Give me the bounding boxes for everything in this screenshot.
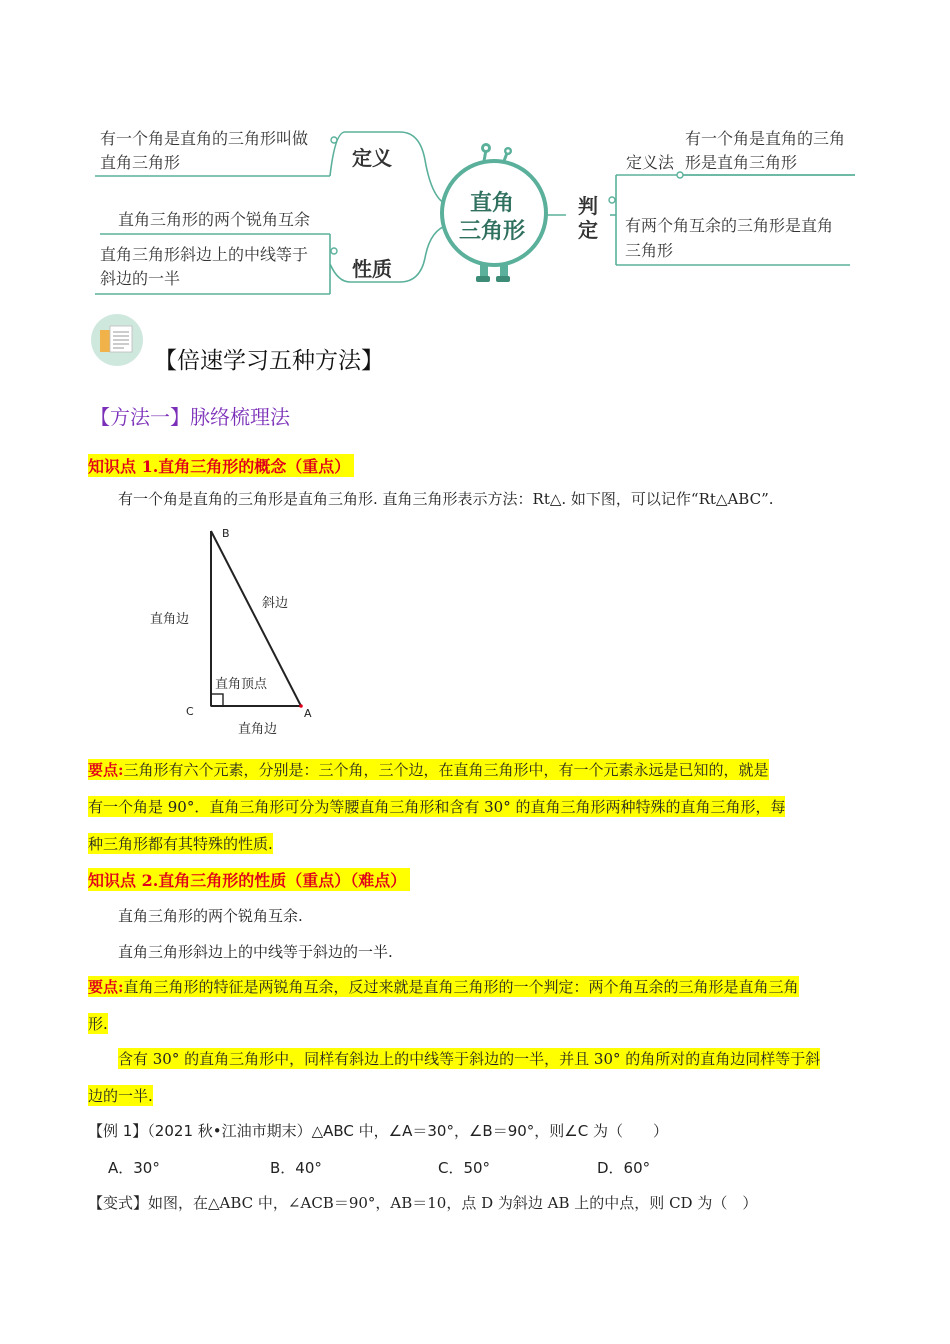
- kp2-line1: 直角三角形的两个锐角互余.: [118, 907, 303, 925]
- mindmap-def-label: 定义: [352, 146, 392, 170]
- example1-option-b[interactable]: B．40°: [270, 1159, 322, 1177]
- mindmap-judge-text1a: 有一个角是直角的三角: [685, 129, 846, 148]
- mindmap-judge-text2b: 三角形: [625, 241, 674, 260]
- note1-line1: [88, 759, 769, 780]
- label-leg-horizontal: 直角边: [238, 722, 278, 737]
- notebook-icon: [88, 312, 146, 366]
- kp1-title: 知识点 1.直角三角形的概念（重点）: [88, 454, 354, 477]
- note2-line2: 形.: [88, 1015, 108, 1033]
- kp1-text: 有一个角是直角的三角形是直角三角形. 直角三角形表示方法：Rt△. 如下图，可以记作“Rt△ABC”.: [118, 490, 774, 508]
- mindmap-def-text-2: 直角三角形: [100, 153, 181, 172]
- mindmap-prop-text-2a: 直角三角形斜边上的中线等于: [100, 245, 309, 264]
- note2-line4: 边的一半.: [88, 1087, 153, 1105]
- note2-line1-text: 直角三角形的特征是两锐角互余，反过来就是直角三角形的一个判定：两个角互余的三角形是直角三角: [123, 978, 799, 996]
- note1-line3: 种三角形都有其特殊的性质.: [88, 835, 273, 853]
- mindmap-prop-text-1: 直角三角形的两个锐角互余: [118, 210, 311, 229]
- kp2-line2: 直角三角形斜边上的中线等于斜边的一半.: [118, 943, 393, 961]
- mindmap-judge-text2a: 有两个角互余的三角形是直角: [625, 216, 834, 235]
- mindmap-judge-label-1: 判: [578, 194, 598, 218]
- note2-label: 要点:: [88, 978, 124, 996]
- label-right-vertex: 直角顶点: [215, 677, 268, 692]
- example1-option-a[interactable]: A．30°: [108, 1159, 160, 1177]
- mindmap-prop-label: 性质: [352, 257, 392, 281]
- vertex-label-c: C: [186, 705, 194, 718]
- mindmap-def-text-1: 有一个角是直角的三角形叫做: [100, 129, 309, 148]
- example1-stem: 【例 1】（2021 秋•江油市期末）△ABC 中，∠A＝30°，∠B＝90°，则∠C 为（ ）: [88, 1122, 668, 1140]
- note1-line1-text: 三角形有六个元素，分别是：三个角，三个边，在直角三角形中，有一个元素永远是已知的，就是: [123, 761, 769, 779]
- vertex-label-a: A: [304, 707, 312, 720]
- example1-option-c[interactable]: C．50°: [438, 1159, 491, 1177]
- label-hypotenuse: 斜边: [262, 596, 289, 611]
- kp2-title: 知识点 2.直角三角形的性质（重点）（难点）: [88, 868, 410, 891]
- mindmap-prop-text-2b: 斜边的一半: [100, 269, 181, 288]
- mindmap-judge-sublabel: 定义法: [626, 153, 675, 172]
- label-leg-vertical: 直角边: [150, 612, 190, 627]
- vertex-label-b: B: [222, 527, 230, 540]
- mindmap-center-line2: 三角形: [459, 219, 526, 244]
- example1-option-d[interactable]: D．60°: [597, 1159, 651, 1177]
- note1-label: 要点:: [88, 761, 124, 779]
- note2-line1: [88, 976, 799, 997]
- mindmap-center-line1: 直角: [470, 191, 515, 216]
- section-title: 【倍速学习五种方法】: [154, 348, 384, 374]
- method1-title: 【方法一】脉络梳理法: [90, 405, 290, 429]
- note2-line3: 含有 30° 的直角三角形中，同样有斜边上的中线等于斜边的一半，并且 30° 的角所对的直角边同样等于斜: [118, 1050, 821, 1068]
- mindmap-judge-text1b: 形是直角三角形: [685, 153, 798, 172]
- mindmap-judge-label-2: 定: [578, 218, 598, 242]
- note1-line2: 有一个角是 90°．直角三角形可分为等腰直角三角形和含有 30° 的直角三角形两种特殊的直角三角形，每: [88, 798, 786, 816]
- variant-text: 【变式】如图，在△ABC 中，∠ACB＝90°，AB＝10，点 D 为斜边 AB 上的中点，则 CD 为（ ）: [88, 1194, 758, 1212]
